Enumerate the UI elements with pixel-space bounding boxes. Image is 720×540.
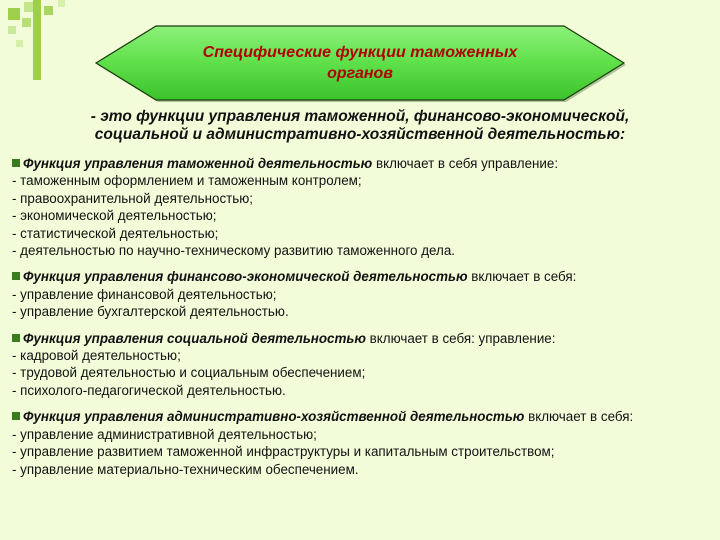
list-item: - управление материально-техническим обеспечением. <box>12 461 359 477</box>
section-admin <box>12 408 714 478</box>
list-item: - таможенным оформлением и таможенным контролем; <box>12 173 362 189</box>
list-item: - управление финансовой деятельностью; <box>12 286 277 302</box>
square-bullet-icon <box>12 334 20 342</box>
section-lead <box>12 408 714 425</box>
section-heading: Функция управления социальной деятельностью <box>23 330 366 346</box>
section-heading: Функция управления финансово-экономической деятельностью <box>23 269 468 285</box>
list-item: - управление бухгалтерской деятельностью. <box>12 304 289 320</box>
subtitle-line-1: - это функции управления таможенной, финансово-экономической, <box>90 108 630 125</box>
section-finance <box>12 268 714 320</box>
list-item: - деятельностью по научно-техническому развитию таможенного дела. <box>12 243 455 259</box>
section-lead <box>12 268 714 285</box>
section-intro: включает в себя: управление: <box>365 330 556 346</box>
list-item: - правоохранительной деятельностью; <box>12 190 254 206</box>
list-item: - управление административной деятельностью; <box>12 426 317 442</box>
list-item: - экономической деятельностью; <box>12 208 217 224</box>
section-lead <box>12 155 714 172</box>
list-item: - трудовой деятельностью и социальным обеспечением; <box>12 365 366 381</box>
title-banner <box>94 24 626 102</box>
section-intro: включает в себя: <box>524 409 634 425</box>
section-heading: Функция управления таможенной деятельностью <box>23 156 373 171</box>
title-line-1: Специфические функции таможенных <box>202 44 518 61</box>
section-social <box>12 330 714 400</box>
subtitle <box>20 108 700 144</box>
list-item: - статистической деятельностью; <box>12 225 219 241</box>
title-line-2: органов <box>327 65 393 82</box>
section-intro: включает в себя: <box>467 269 577 285</box>
page-title <box>94 42 626 84</box>
square-bullet-icon <box>12 272 20 280</box>
square-bullet-icon <box>12 412 20 420</box>
content <box>12 155 714 487</box>
list-item: - психолого-педагогической деятельностью. <box>12 382 286 398</box>
list-item: - управление развитием таможенной инфраструктуры и капитальным строительством; <box>12 444 555 460</box>
list-item: - кадровой деятельностью; <box>12 348 181 364</box>
section-lead <box>12 330 714 347</box>
section-heading: Функция управления административно-хозяйственной деятельностью <box>23 409 525 425</box>
section-intro: включает в себя управление: <box>372 156 559 171</box>
subtitle-line-2: социальной и административно-хозяйственной деятельностью: <box>94 126 626 143</box>
square-bullet-icon <box>12 159 20 167</box>
section-customs <box>12 155 714 259</box>
